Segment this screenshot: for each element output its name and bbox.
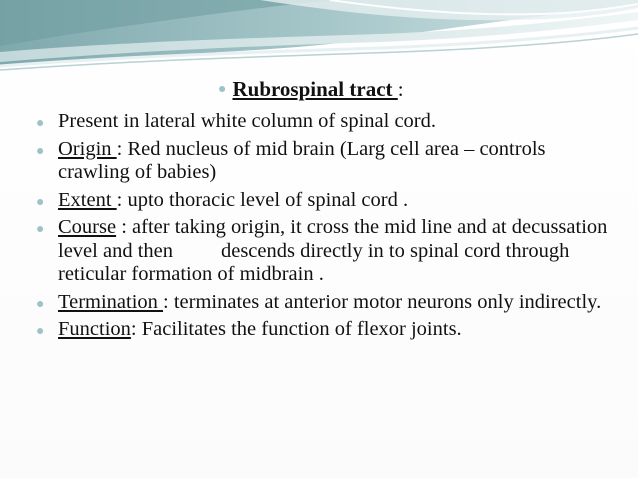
- bullet-icon: ●: [36, 222, 45, 237]
- slide-title: [218, 76, 404, 103]
- bullet-icon: ●: [36, 116, 45, 131]
- item-term: Termination: [58, 290, 164, 313]
- item-text: : terminates at anterior motor neurons only indirectly.: [163, 290, 602, 313]
- bullet-icon: ●: [36, 296, 45, 312]
- list-item: [36, 291, 616, 315]
- item-text: : Red nucleus of mid brain (Larg cell area – controls crawling of babies): [58, 137, 546, 183]
- item-text: Present in lateral white column of spinal cord.: [58, 110, 437, 132]
- list-item: [36, 318, 616, 342]
- item-term: Function: [58, 318, 131, 340]
- item-term: Extent: [58, 188, 117, 211]
- bullet-icon: ●: [218, 82, 227, 97]
- bullet-list: [36, 110, 616, 346]
- item-text: : after taking origin, it cross the mid line and at decussation level and then: [58, 216, 608, 262]
- item-text: : upto thoracic level of spinal cord .: [116, 188, 409, 211]
- bullet-icon: ●: [36, 143, 45, 159]
- list-item: [36, 138, 616, 185]
- list-item: [36, 189, 616, 213]
- bullet-icon: ●: [36, 324, 45, 339]
- title-text: Rubrospinal tract: [232, 77, 398, 101]
- item-term: Origin: [58, 137, 117, 160]
- item-term: Course: [58, 216, 117, 238]
- item-text-continued: descends directly in to spinal cord through reticular formation of midbrain .: [58, 239, 570, 285]
- list-item: [36, 110, 616, 134]
- title-colon: :: [397, 77, 404, 101]
- item-text: : Facilitates the function of flexor joints.: [130, 318, 462, 340]
- bullet-icon: ●: [36, 194, 45, 210]
- list-item: [36, 216, 616, 287]
- header-wave-decoration: [0, 0, 638, 80]
